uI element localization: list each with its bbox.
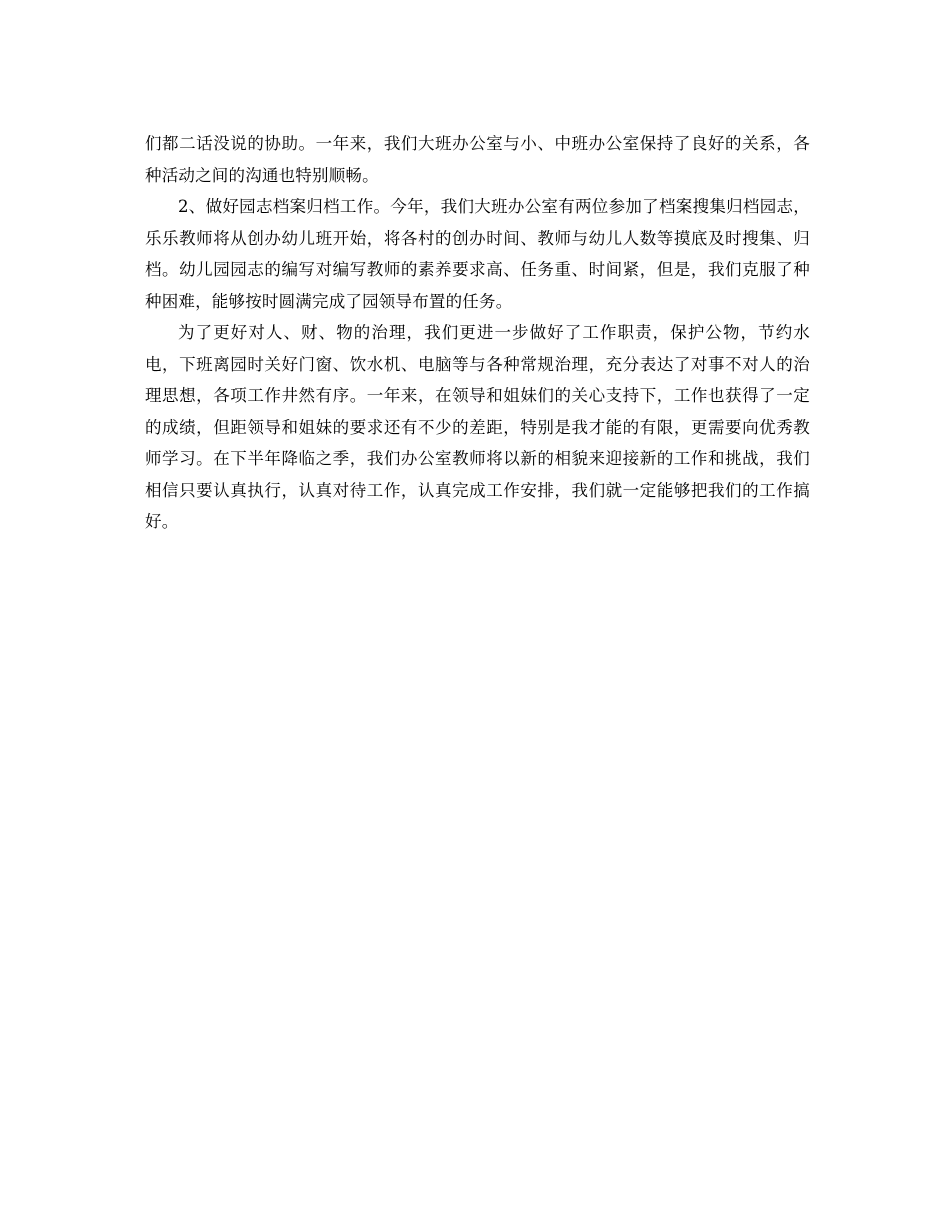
paragraph-archive-work: 2、做好园志档案归档工作。今年，我们大班办公室有两位参加了档案搜集归档园志，乐乐教师将从创办幼儿班开始，将各村的创办时间、教师与幼儿人数等摸底及时搜集、归档。幼儿园园志的编写对编写教师的素养要求高、任务重、时间紧，但是，我们克服了种种困难，能够按时圆满完成了园领导布置的任务。: [145, 197, 810, 311]
paragraph-continuation: 们都二话没说的协助。一年来，我们大班办公室与小、中班办公室保持了良好的关系，各种活动之间的沟通也特别顺畅。: [145, 134, 810, 185]
document-body: [145, 128, 810, 538]
paragraph-management-summary: 为了更好对人、财、物的治理，我们更进一步做好了工作职责，保护公物，节约水电，下班离园时关好门窗、饮水机、电脑等与各种常规治理，充分表达了对事不对人的治理思想，各项工作井然有序。一年来，在领导和姐妹们的关心支持下，工作也获得了一定的成绩，但距领导和姐妹的要求还有不少的差距，特别是我才能的有限，更需要向优秀教师学习。在下半年降临之季，我们办公室教师将以新的相貌来迎接新的工作和挑战，我们相信只要认真执行，认真对待工作，认真完成工作安排，我们就一定能够把我们的工作搞好。: [145, 323, 810, 531]
